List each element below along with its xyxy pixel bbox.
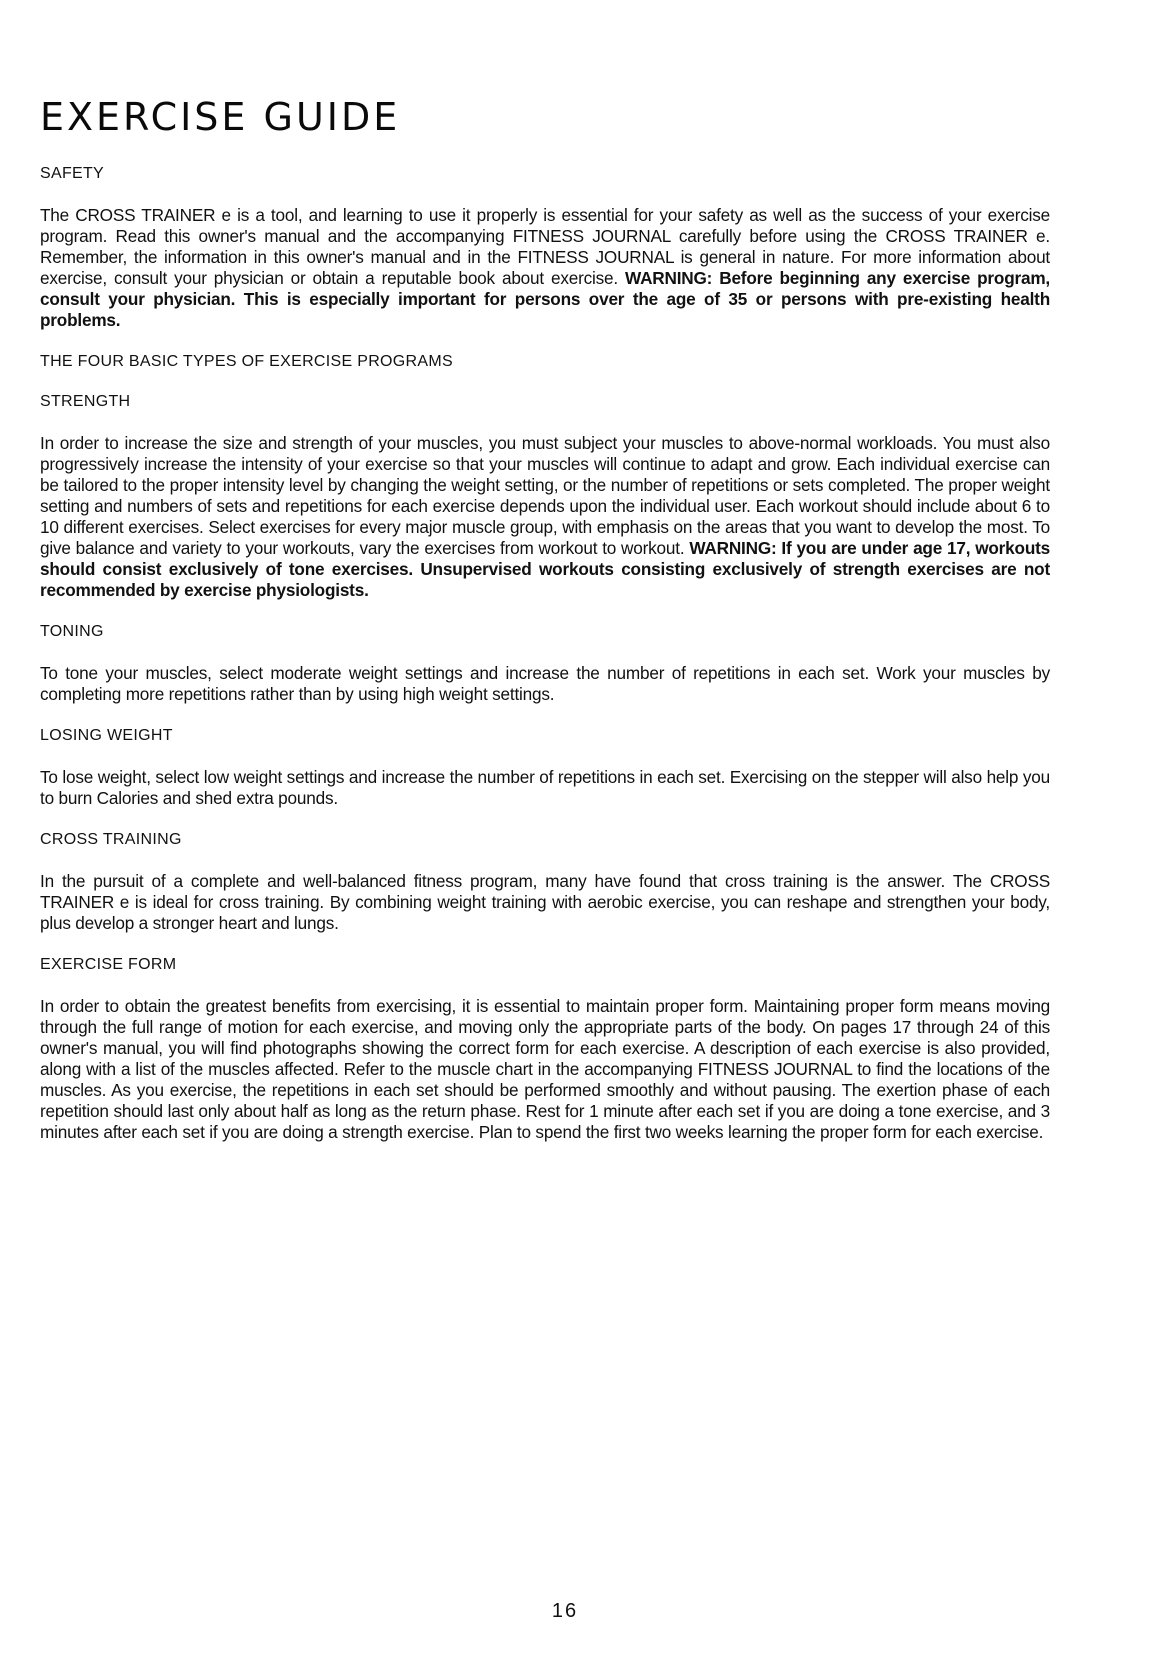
safety-warning: WARNING: Before beginning any exercise program, consult your physician. This is especially important for persons over the age of 35 or persons with pre-existing health problems. (40, 268, 1051, 330)
strength-paragraph (40, 433, 1050, 601)
safety-heading: SAFETY (40, 165, 105, 182)
exercise-form-heading: EXERCISE FORM (40, 956, 177, 973)
cross-training-paragraph: In the pursuit of a complete and well-balanced fitness program, many have found that cross training is the answer. The CROSS TRAINER e is ideal for cross training. By combining weight training with aerobic exercise, you can reshape and strengthen your body, plus develop a stronger heart and lungs. (40, 871, 1050, 933)
exercise-form-paragraph: In order to obtain the greatest benefits from exercising, it is essential to maintain proper form. Maintaining proper form means moving through the full range of motion for each exercise, and moving only the appropriate parts of the body. On pages 17 through 24 of this owner's manual, you will find photographs showing the correct form for each exercise. A description of each exercise is also provided, along with a list of the muscles affected. Refer to the muscle chart in the accompanying FITNESS JOURNAL to find the locations of the muscles. As you exercise, the repetitions in each set should be performed smoothly and without pausing. The exertion phase of each repetition should last only about half as long as the return phase. Rest for 1 minute after each set if you are doing a tone exercise, and 3 minutes after each set if you are doing a strength exercise. Plan to spend the first two weeks learning the proper form for each exercise. (40, 996, 1050, 1142)
strength-text: In order to increase the size and strength of your muscles, you must subject your muscles to above-normal workloads. You must also progressively increase the intensity of your exercise so that your muscles will continue to adapt and grow. Each individual exercise can be tailored to the proper intensity level by changing the weight setting, or the number of repetitions or sets completed. The proper weight setting and numbers of sets and repetitions for each exercise depends upon the individual user. Each workout should include about 6 to 10 different exercises. Select exercises for every major muscle group, with emphasis on the areas that you want to develop the most. To give balance and variety to your workouts, vary the exercises from workout to workout. (40, 433, 1050, 558)
strength-heading: STRENGTH (40, 393, 131, 410)
safety-text: The CROSS TRAINER e is a tool, and learning to use it properly is essential for your safety as well as the success of your exercise program. Read this owner's manual and the accompanying FITNESS JOURNAL carefully before using the CROSS TRAINER e. Remember, the information in this owner's manual and in the FITNESS JOURNAL is general in nature. For more information about exercise, consult your physician or obtain a reputable book about exercise. (40, 205, 1050, 288)
losing-weight-heading: LOSING WEIGHT (40, 727, 173, 744)
document-page (40, 95, 1050, 1165)
toning-heading: TONING (40, 623, 104, 640)
page-title: EXERCISE GUIDE (40, 95, 401, 139)
safety-paragraph (40, 205, 1050, 331)
programs-heading: THE FOUR BASIC TYPES OF EXERCISE PROGRAMS (40, 353, 453, 370)
strength-warning: WARNING: If you are under age 17, workouts should consist exclusively of tone exercises. Unsupervised workouts consisting exclusively of strength exercises are not recommended by exercise physiologists. (40, 538, 1051, 600)
page-number: 16 (551, 1600, 579, 1622)
toning-paragraph: To tone your muscles, select moderate weight settings and increase the number of repetitions in each set. Work your muscles by completing more repetitions rather than by using high weight settings. (40, 663, 1050, 704)
cross-training-heading: CROSS TRAINING (40, 831, 182, 848)
losing-weight-paragraph: To lose weight, select low weight settings and increase the number of repetitions in each set. Exercising on the stepper will also help you to burn Calories and shed extra pounds. (40, 767, 1050, 808)
